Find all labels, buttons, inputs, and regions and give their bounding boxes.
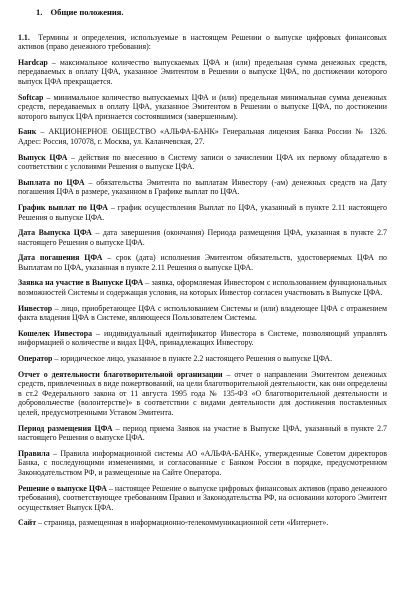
definition-bank <box>18 127 387 146</box>
definition-application <box>18 278 387 297</box>
section-title: Общие положения. <box>50 7 124 17</box>
clause-number: 1.1. <box>18 32 30 42</box>
definition-text: – период приема Заявок на участие в Выпуске ЦФА, указанный в пункте 2.7 настоящего Решения о выпуске ЦФА. <box>18 423 387 443</box>
definition-text: – максимальное количество выпускаемых ЦФА и (или) предельная сумма денежных средств, передаваемых в оплату ЦФА, указанное Эмитентом в Решении о выпуске ЦФА, по достижении которого выпуск ЦФА прекращается. <box>18 57 387 86</box>
definition-term: Выпуск ЦФА <box>18 152 68 162</box>
definition-hardcap <box>18 58 387 87</box>
definition-term: Заявка на участие в Выпуске ЦФА <box>18 278 144 288</box>
section-heading <box>36 8 387 18</box>
definition-term: Инвестор <box>18 303 53 313</box>
definition-term: График выплат по ЦФА <box>18 202 108 212</box>
definition-text: – заявка, оформляемая Инвестором с использованием функциональных возможностей Системы и содержащая условия, на которых Инвестор согласен участвовать в Выпуске ЦФА. <box>18 278 387 298</box>
definition-issue-date <box>18 228 387 247</box>
definition-term: Hardcap <box>18 57 48 67</box>
definition-text: – отчет о направлении Эмитентом денежных средств, привлеченных в виде пожертвований, на цели благотворительной деятельности, как они определены в ст.2 Федерального закона от 11 августа 1995 года № 135-ФЗ «О благотворительной деятельности и добровольчестве (волонтерстве)» в соответствии с видами деятельности для достижения поставленных целей, предусмотренными Уставом Эмитента. <box>18 369 388 417</box>
definition-text: – график осуществления Выплат по ЦФА, указанный в пункте 2.11 настоящего Решения о выпуске ЦФА. <box>18 202 387 222</box>
definition-text: – настоящее Решение о выпуске цифровых финансовых активов (право денежного требования), соответствующее требованиям Правил и Законодательства РФ, на основании которого Эмитент осуществляет Выпуск ЦФА. <box>18 483 387 512</box>
definition-rules <box>18 449 387 478</box>
definition-term: Сайт <box>18 518 37 528</box>
definition-issue-decision <box>18 484 387 513</box>
definition-text: – действия по внесению в Систему записи о зачислении ЦФА их первому обладателю в соответствии с условиями Решения о выпуске ЦФА. <box>18 152 387 172</box>
definition-term: Выплата по ЦФА <box>18 177 85 187</box>
definition-text: – индивидуальный идентификатор Инвестора в Системе, позволяющий управлять информацией о количестве и видах ЦФА, принадлежащих Инвестору. <box>18 328 387 348</box>
intro-text: Термины и определения, используемые в настоящем Решении о выпуске цифровых финансовых активов (право денежного требования): <box>18 32 387 52</box>
definition-investor <box>18 304 387 323</box>
definition-text: – дата завершения (окончания) Периода размещения ЦФА, указанная в пункте 2.7 настоящего Решения о выпуске ЦФА. <box>18 228 387 247</box>
definition-text: – минимальное количество выпускаемых ЦФА и (или) предельная минимальная сумма денежных средств, передаваемых в оплату ЦФА, указанное Эмитентом в Решении о выпуске ЦФА, по достижении которого выпуск ЦФА признается состоявшимся (завершенным). <box>18 92 387 121</box>
definition-text: – обязательства Эмитента по выплатам Инвестору (-ам) денежных средств на Дату погашения ЦФА в размере, указанном в Графике выплат по ЦФА. <box>18 177 387 197</box>
definition-term: Отчет о деятельности благотворительной организации <box>18 369 223 379</box>
definition-term: Дата Выпуска ЦФА <box>18 228 92 238</box>
definition-text: – лицо, приобретающее ЦФА с использованием Системы и (или) владеющее ЦФА с отражением факта владения ЦФА в Системе, являющееся Пользователем Системы. <box>18 303 387 323</box>
definition-redemption-date <box>18 253 387 272</box>
definition-wallet <box>18 329 387 348</box>
definition-text: – юридическое лицо, указанное в пункте 2.2 настоящего Решения о выпуске ЦФА. <box>52 354 333 364</box>
definition-term: Банк <box>18 127 37 137</box>
definition-term: Дата погашения ЦФА <box>18 253 103 263</box>
definition-issue <box>18 153 387 172</box>
definition-text: – срок (дата) исполнения Эмитентом обязательств, удостоверяемых ЦФА по Выплатам по ЦФА, указанная в пункте 2.11 Решения о выпуске ЦФА. <box>18 253 388 272</box>
section-number: 1. <box>36 7 43 17</box>
definition-charity-report <box>18 370 387 418</box>
definition-term: Правила <box>18 448 50 458</box>
definition-payment <box>18 178 387 197</box>
definition-term: Кошелек Инвестора <box>18 328 93 338</box>
definition-softcap <box>18 93 387 122</box>
definition-term: Оператор <box>18 354 53 364</box>
definition-text: – страница, размещенная в информационно-телекоммуникационной сети «Интернет». <box>36 518 329 528</box>
definition-placement-period <box>18 424 387 443</box>
definition-text: – АКЦИОНЕРНОЕ ОБЩЕСТВО «АЛЬФА-БАНК» Генеральная лицензия Банка России № 1326. Адрес: Россия, 107078, г. Москва, ул. Каланчевская, 27. <box>18 127 387 146</box>
definition-payment-schedule <box>18 203 387 222</box>
definition-operator <box>18 354 387 364</box>
definition-term: Решение о выпуске ЦФА <box>18 483 107 493</box>
definition-term: Softcap <box>18 92 44 102</box>
definition-text: – Правила информационной системы АО «АЛЬФА-БАНК», утвержденные Советом директоров Банка, с последующими изменениями, и согласованные с Банком России в порядке, предусмотренном Законодательством РФ, и размещенные на Сайте Оператора. <box>18 448 387 477</box>
intro-paragraph <box>18 33 387 52</box>
definition-term: Период размещения ЦФА <box>18 423 113 433</box>
definition-site <box>18 518 387 528</box>
